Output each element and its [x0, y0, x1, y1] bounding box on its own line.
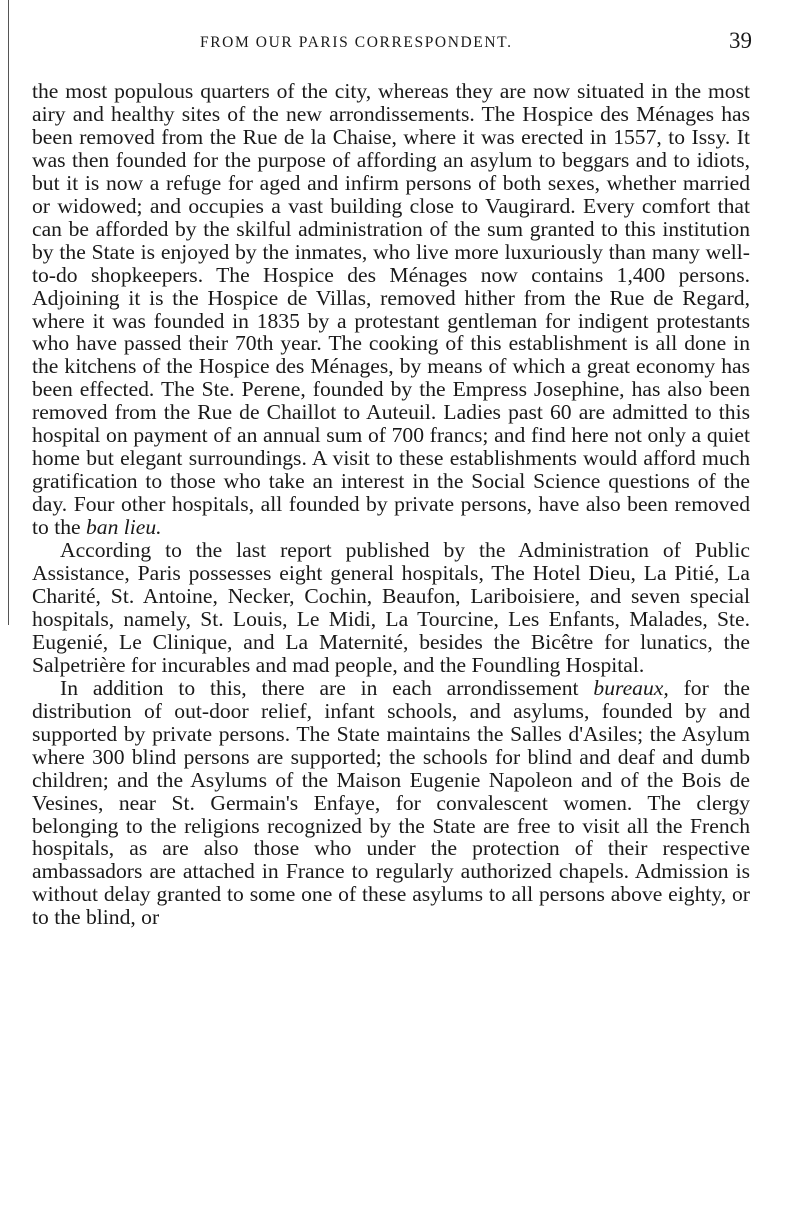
running-head — [30, 28, 756, 56]
paragraph-1-text: the most populous quarters of the city, whereas they are now situated in the most airy and healthy sites of the new arrondissements. The Hospice des Ménages has been removed from the Rue de la Chaise, where it was erected in 1557, to Issy. It was then founded for the purpose of affording an asylum to beggars and to idiots, but it is now a refuge for aged and infirm persons of both sexes, whether married or widowed; and occupies a vast building close to Vaugirard. Every comfort that can be afforded by the skilful administration of the sum granted to this institution by the State is enjoyed by the inmates, who live more luxuriously than many well-to-do shopkeepers. The Hospice des Ménages now contains 1,400 persons. Adjoining it is the Hospice de Villas, removed hither from the Rue de Regard, where it was founded in 1835 by a protestant gentleman for indigent protestants who have passed their 70th year. The cooking of this establishment is all done in the kitchens of the Hospice des Ménages, by means of which a great economy has been effected. The Ste. Perene, founded by the Empress Josephine, has also been removed from the Rue de Chaillot to Auteuil. Ladies past 60 are admitted to this hospital on payment of an annual sum of 700 francs; and find here not only a quiet home but elegant surroundings. A visit to these establishments would afford much gratification to those who take an interest in the Social Science questions of the day. Four other hospitals, all founded by private persons, have also been removed to the — [32, 79, 750, 540]
paragraph-3 — [32, 677, 750, 929]
paragraph-3-text: for the distribution of out-door relief, infant schools, and asylums, founded by and supported by private persons. The State maintains the Salles d'Asiles; the Asylum where 300 blind persons are supported; the schools for blind and deaf and dumb children; and the Asylums of the Maison Eugenie Napoleon and of the Bois de Vesines, near St. Germain's Enfaye, for convalescent women. The clergy belonging to the religions recognized by the State are free to visit all the French hospitals, as are also those who under the protection of their respective ambassadors are attached in France to regularly authorized chapels. Admission is without delay granted to some one of these asylums to all persons above eighty, or to the blind, or — [32, 675, 750, 930]
page-number: 39 — [729, 28, 752, 53]
paragraph-1-italic: ban lieu. — [85, 515, 162, 540]
margin-rule — [8, 0, 9, 625]
paragraph-3-italic: bureaux, — [593, 675, 669, 700]
paragraph-1 — [32, 80, 750, 539]
paragraph-2: According to the last report published by the Administration of Public Assistance, Paris possesses eight general hospitals, The Hotel Dieu, La Pitié, La Charité, St. Antoine, Necker, Cochin, Beaufon, Lariboisiere, and seven special hospitals, namely, St. Louis, Le Midi, La Tourcine, Les Enfants, Malades, Ste. Eugenié, Le Clinique, and La Maternité, besides the Bicêtre for lunatics, the Salpetrière for incurables and mad people, and the Foundling Hospital. — [32, 538, 750, 677]
paragraph-3-lead: In addition to this, there are in each arrondissement — [60, 675, 579, 700]
running-title: FROM OUR PARIS CORRESPONDENT. — [200, 34, 513, 51]
body-text — [32, 80, 750, 929]
